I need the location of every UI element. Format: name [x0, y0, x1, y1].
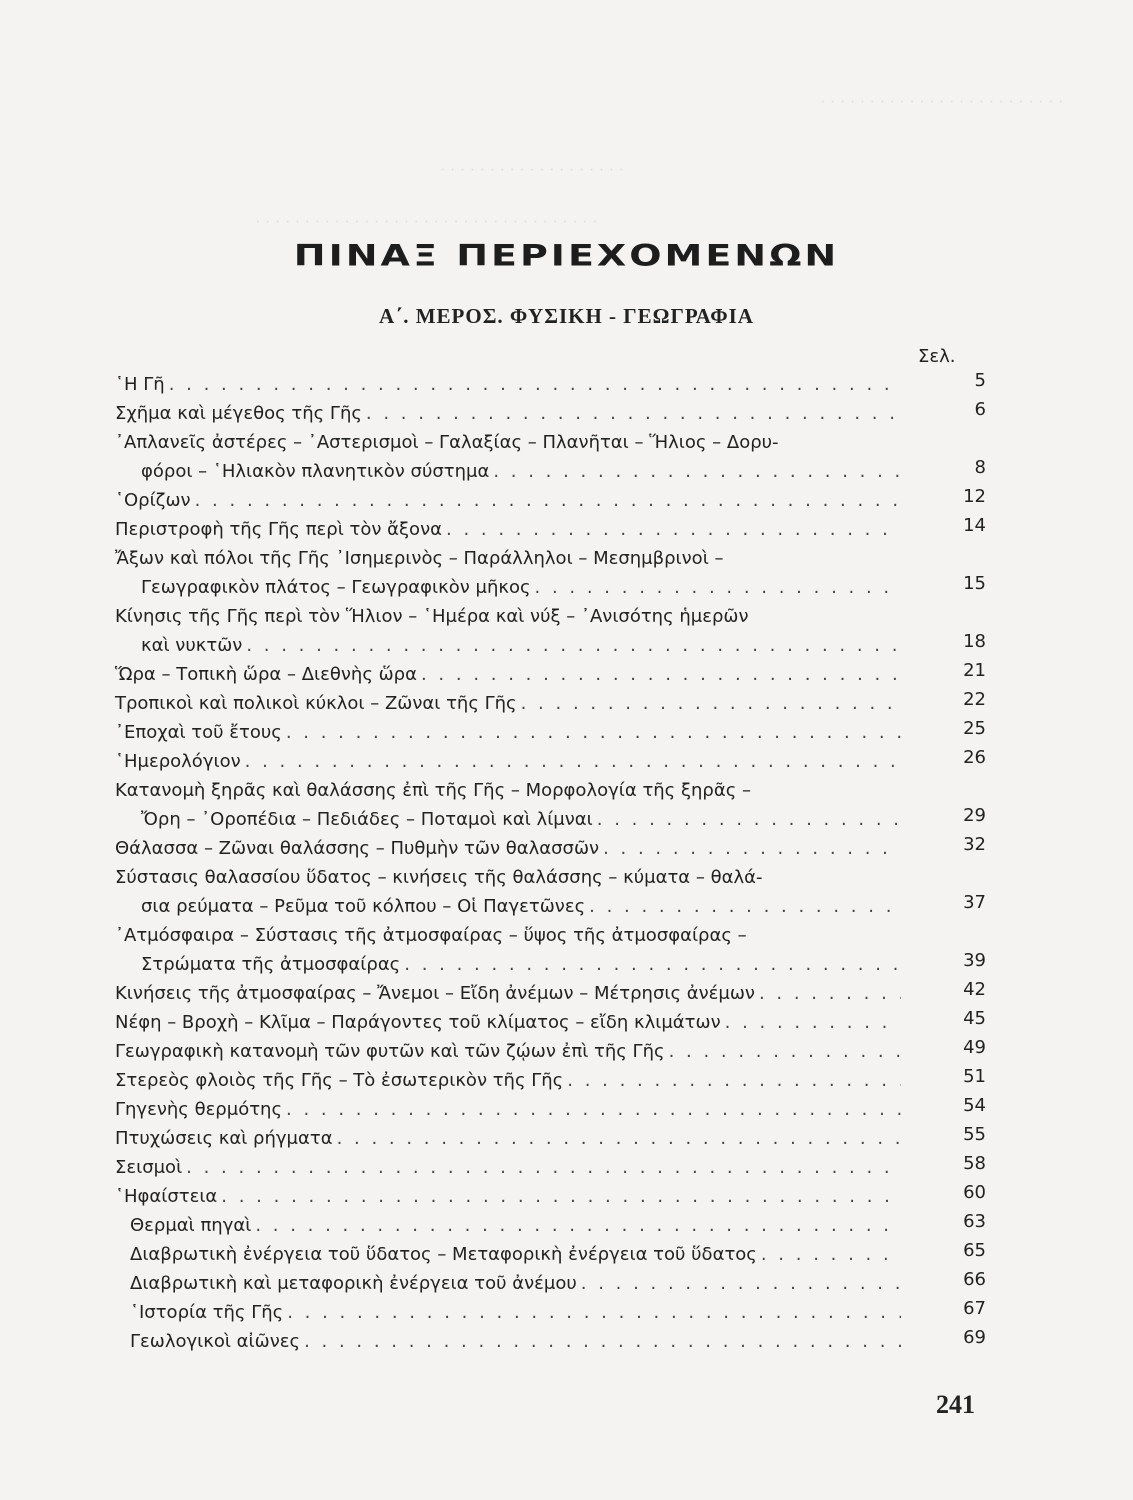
toc-entry [130, 1244, 905, 1274]
dot-leader [521, 693, 901, 714]
dot-leader [603, 838, 901, 859]
toc-page-number: 54 [963, 1095, 986, 1116]
toc-entry-text: Σχῆμα καὶ μέγεθος τῆς Γῆς [115, 403, 362, 424]
toc-entry-text: Στρώματα τῆς ἀτμοσφαίρας [141, 954, 401, 975]
toc-entry [130, 1302, 905, 1332]
toc-page-number: 12 [963, 486, 986, 507]
toc-entry-text: φόροι – ῾Ηλιακὸν πλανητικὸν σύστημα [141, 461, 490, 482]
dot-leader [366, 403, 901, 424]
dot-leader [597, 809, 901, 830]
dot-leader [221, 1186, 901, 1207]
toc-entry-text: Σύστασις θαλασσίου ὕδατος – κινήσεις τῆς θαλάσσης – κύματα – θαλά- [115, 867, 763, 888]
part-heading: Α΄. ΜΕΡΟΣ. ΦΥΣΙΚΗ - ΓΕΩΓΡΑΦΙΑ [379, 304, 754, 328]
toc-entry-text: καὶ νυκτῶν [141, 635, 243, 656]
toc-page-number: 58 [963, 1153, 986, 1174]
toc-entry [115, 983, 905, 1013]
toc-entry-text: Γεωλογικοὶ αἰῶνες [130, 1331, 301, 1352]
toc-entry-text: Κατανομὴ ξηρᾶς καὶ θαλάσσης ἐπὶ τῆς Γῆς – Μορφολογία τῆς ξηρᾶς – [115, 780, 751, 801]
toc-entry [115, 722, 905, 752]
dot-leader [446, 519, 901, 540]
toc-entry-text: Νέφη – Βροχὴ – Κλῖμα – Παράγοντες τοῦ κλίματος – εἴδη κλιμάτων [115, 1012, 721, 1033]
bleed-through-text: · · · · · · · · · · · · · · · · · · · [440, 160, 625, 179]
toc-entry [141, 809, 905, 839]
toc-entry-text: ῾Η Γῆ [115, 374, 165, 395]
toc-entry-text: Θάλασσα – Ζῶναι θαλάσσης – Πυθμὴν τῶν θαλασσῶν [115, 838, 600, 859]
toc-entry-text: ᾿Εποχαὶ τοῦ ἔτους [115, 722, 282, 743]
dot-leader [589, 896, 901, 917]
toc-entry [130, 1331, 905, 1361]
toc-page-number: 5 [974, 370, 986, 391]
toc-entry [115, 1041, 905, 1071]
toc-entry [141, 577, 905, 607]
dot-leader [725, 1012, 901, 1033]
toc-entry [141, 954, 905, 984]
toc-page-number: 14 [963, 515, 986, 536]
toc-page-number: 65 [963, 1240, 986, 1261]
toc-entry-text: Κίνησις τῆς Γῆς περὶ τὸν Ἥλιον – ῾Ημέρα καὶ νύξ – ᾿Ανισότης ἡμερῶν [115, 606, 749, 627]
toc-entry [115, 548, 905, 578]
dot-leader [169, 374, 901, 395]
toc-page-number: 18 [963, 631, 986, 652]
dot-leader [255, 1215, 901, 1236]
bleed-through-text: · · · · · · · · · · · · · · · · · · · · · · · · · · · · · · · · · · · [255, 212, 598, 231]
dot-leader [286, 1099, 901, 1120]
page-title: ΠΙΝΑΞ ΠΕΡΙΕΧΟΜΕΝΩΝ [293, 238, 840, 273]
toc-entry-text: ᾿Απλανεῖς ἀστέρες – ᾿Αστερισμοὶ – Γαλαξίας – Πλανῆται – Ἥλιος – Δορυ- [115, 432, 779, 453]
toc-entry-text: ᾿Ατμόσφαιρα – Σύστασις τῆς ἀτμοσφαίρας – ὕψος τῆς ἀτμοσφαίρας – [115, 925, 747, 946]
toc-entry [115, 1128, 905, 1158]
dot-leader [195, 490, 901, 511]
dot-leader [535, 577, 901, 598]
toc-entry [115, 693, 905, 723]
dot-leader [337, 1128, 901, 1149]
toc-page-number: 45 [963, 1008, 986, 1029]
toc-entry-text: Διαβρωτικὴ ἐνέργεια τοῦ ὕδατος – Μεταφορικὴ ἐνέργεια τοῦ ὕδατος [130, 1244, 757, 1265]
toc-page-number: 22 [963, 689, 986, 710]
toc-entry [115, 1012, 905, 1042]
toc-page-number: 29 [963, 805, 986, 826]
toc-entry-text: Διαβρωτικὴ καὶ μεταφορικὴ ἐνέργεια τοῦ ἀνέμου [130, 1273, 577, 1294]
toc-page-number: 69 [963, 1327, 986, 1348]
toc-page-number: 21 [963, 660, 986, 681]
toc-entry [115, 664, 905, 694]
toc-entry [130, 1215, 905, 1245]
toc-entry [115, 751, 905, 781]
dot-leader [246, 635, 901, 656]
toc-entry-text: Σεισμοὶ [115, 1157, 183, 1178]
toc-page-number: 42 [963, 979, 986, 1000]
toc-entry-text: Ὥρα – Τοπικὴ ὥρα – Διεθνὴς ὥρα [115, 664, 417, 685]
toc-page-number: 32 [963, 834, 986, 855]
dot-leader [759, 983, 901, 1004]
toc-entry-text: Στερεὸς φλοιὸς τῆς Γῆς – Τὸ ἐσωτερικὸν τῆς Γῆς [115, 1070, 564, 1091]
toc-entry [115, 838, 905, 868]
toc-entry [115, 606, 905, 636]
toc-entry [115, 403, 905, 433]
toc-entry [130, 1273, 905, 1303]
toc-entry-text: Τροπικοὶ καὶ πολικοὶ κύκλοι – Ζῶναι τῆς Γῆς [115, 693, 517, 714]
dot-leader [404, 954, 901, 975]
toc-entry [115, 780, 905, 810]
toc-entry-text: Γεωγραφικὸν πλάτος – Γεωγραφικὸν μῆκος [141, 577, 531, 598]
toc-entry [115, 925, 905, 955]
toc-page-number: 39 [963, 950, 986, 971]
page-number: 241 [936, 1390, 975, 1419]
toc-entry-text: Γηγενὴς θερμότης [115, 1099, 283, 1120]
toc-entry [115, 1186, 905, 1216]
dot-leader [567, 1070, 901, 1091]
dot-leader [245, 751, 901, 772]
dot-leader [761, 1244, 901, 1265]
toc-entry [115, 374, 905, 404]
toc-page-number: 15 [963, 573, 986, 594]
toc-page-number: 63 [963, 1211, 986, 1232]
toc-entry-text: ῾Ηφαίστεια [115, 1186, 218, 1207]
toc-entry-text: Γεωγραφικὴ κατανομὴ τῶν φυτῶν καὶ τῶν ζῴων ἐπὶ τῆς Γῆς [115, 1041, 665, 1062]
page-column-label: Σελ. [918, 346, 956, 367]
dot-leader [286, 722, 901, 743]
dot-leader [287, 1302, 901, 1323]
toc-page-number: 55 [963, 1124, 986, 1145]
toc-entry [115, 1099, 905, 1129]
dot-leader [581, 1273, 901, 1294]
dot-leader [669, 1041, 901, 1062]
toc-entry [141, 461, 905, 491]
toc-page-number: 25 [963, 718, 986, 739]
toc-page-number: 49 [963, 1037, 986, 1058]
dot-leader [421, 664, 901, 685]
toc-entry-text: σια ρεύματα – Ρεῦμα τοῦ κόλπου – Οἱ Παγετῶνες [141, 896, 586, 917]
dot-leader [186, 1157, 901, 1178]
dot-leader [304, 1331, 901, 1352]
dot-leader [493, 461, 901, 482]
toc-entry-text: Κινήσεις τῆς ἀτμοσφαίρας – Ἄνεμοι – Εἴδη ἀνέμων – Μέτρησις ἀνέμων [115, 983, 755, 1004]
toc-page-number: 37 [963, 892, 986, 913]
toc-entry [115, 1157, 905, 1187]
toc-entry [115, 490, 905, 520]
toc-page-number: 6 [974, 399, 986, 420]
toc-page-number: 26 [963, 747, 986, 768]
toc-entry-text: Ὄρη – ᾿Οροπέδια – Πεδιάδες – Ποταμοὶ καὶ λίμναι [141, 809, 593, 830]
toc-entry [115, 519, 905, 549]
toc-entry-text: Πτυχώσεις καὶ ρήγματα [115, 1128, 333, 1149]
toc-entry-text: ῾Ιστορία τῆς Γῆς [130, 1302, 284, 1323]
toc-entry-text: Ἄξων καὶ πόλοι τῆς Γῆς ᾿Ισημερινὸς – Παράλληλοι – Μεσημβρινοὶ – [115, 548, 724, 569]
toc-entry-text: Θερμαὶ πηγαὶ [130, 1215, 252, 1236]
toc-entry [115, 867, 905, 897]
toc-entry [141, 896, 905, 926]
toc-entry [115, 1070, 905, 1100]
bleed-through-text: · · · · · · · · · · · · · · · · · · · · · · · · · [820, 92, 1064, 111]
toc-page-number: 60 [963, 1182, 986, 1203]
toc-entry [141, 635, 905, 665]
toc-page-number: 8 [974, 457, 986, 478]
toc-page-number: 51 [963, 1066, 986, 1087]
toc-page-number: 67 [963, 1298, 986, 1319]
toc-entry-text: ῾Ορίζων [115, 490, 191, 511]
toc-entry-text: ῾Ημερολόγιον [115, 751, 241, 772]
toc-entry-text: Περιστροφὴ τῆς Γῆς περὶ τὸν ἄξονα [115, 519, 442, 540]
toc-entry [115, 432, 905, 462]
toc-page-number: 66 [963, 1269, 986, 1290]
